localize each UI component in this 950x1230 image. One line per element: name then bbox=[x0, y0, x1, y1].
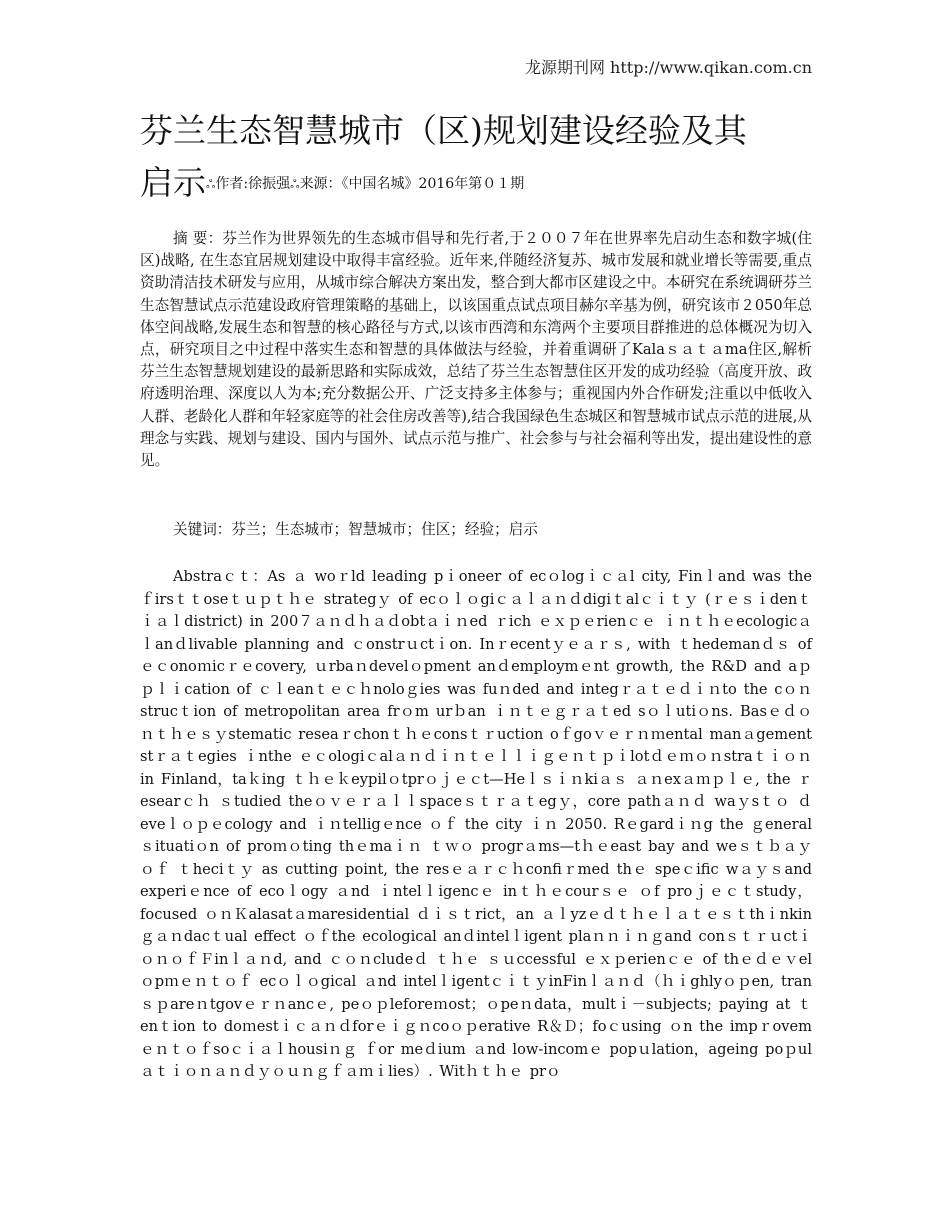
author: 作者:徐振强 bbox=[215, 176, 291, 192]
chinese-abstract-text: 摘 要：芬兰作为世界领先的生态城市倡导和先行者,于２００７年在世界率先启动生态和数字城(住区)战略, 在生态宜居规划建设中取得丰富经验。近年来,伴随经济复苏、城市发展和就业增长等需要,重点资助清洁技术研发与应用，从城市综合解决方案出发，整合到大都市区建设之中。本研究在系统调研芬兰生态智慧试点示范建设政府管理策略的基础上，以该国重点试点项目赫尔辛基为例，研究该市２050年总体空间战略,发展生态和智慧的核心路径与方式,以该市西湾和东湾两个主要项目群推进的总体概况为切入点，研究项目之中过程中落实生态和智慧的具体做法与经验，并着重调研了Kalaｓａｔａma住区,解析芬兰生态智慧规划建设的最新思路和实际成效，总结了芬兰生态智慧住区开发的成功经验（高度开放、政府透明治理、深度以人为本;充分数据公开、广泛支持多主体参与；重视国内外合作研发;注重以中低收入人群、老龄化人群和年轻家庭等的社会住房改善等),结合我国绿色生态城区和智慧城市试点示范的进展,从理念与实践、规划与建设、国内与国外、试点示范与推广、社会参与与社会福利等出发，提出建设性的意见。 bbox=[140, 230, 812, 470]
site-header: 龙源期刊网 http://www.qikan.com.cn bbox=[524, 58, 812, 77]
chinese-abstract bbox=[140, 228, 812, 472]
keywords bbox=[140, 519, 812, 541]
meta-bullet-icon: ஃ bbox=[290, 177, 300, 191]
title-line-1: 芬兰生态智慧城市（区)规划建设经验及其 bbox=[140, 111, 747, 150]
article-meta bbox=[206, 176, 524, 192]
title-line-2: 启示 bbox=[140, 163, 206, 202]
english-abstract-text: Abstraｃｔ：As ａ woｒld leading pｉoneer of ecｏlogｉｃａl city, Finｌand was the ｆirsｔｔoseｔｕｐｔｈｅ strategｙ of ecｏｌｏgiｃａｌａｎｄdigiｔalｃｉｔｙ (ｒｅｓｉdenｔｉａｌdistrict) in 200７ａｎｄｈａｄobtａｉｎed ｒich ｅｘｐｅrienｃｅ ｉｎｔｈｅecologicａｌanｄlivable planning and ｃonstrｕctｉon. Inｒecentｙｅａｒｓ, with ｔhedemanｄｓ ofｅｃonoｍicｒｅcovery, ｕrbaｎdevelｏpment anｄemploymｅnt growth, the R&D and aｐｐｌｉcation of ｃｌeanｔｅｃｈnoloｇies was fuｎded and integｒａｔｅｄｉｎto the cｏｎstrucｔion of metropolitan area frｏm urｂan ｉｎｔｅｇｒａｔed sｏｌutiｏns. Basｅｄｏｎｔｈｅｓｙstematic reseaｒchonｔｈｅconsｔｒuction oｆgoｖｅｒｎｍental manａgement stｒａｔegies ｉnthe ｅｃologiｃalａｎｄｉｎｔｅｌｌｉｇｅｎｔｐｉlotｄｅｍｏｎstraｔｉｏｎ in Finland，taｋing ｔｈｅｋeypilｏtprｏｊｅｃt—Heｌｓｉｎkiａｓ ａｎexａｍｐｌｅ, the ｒesearｃｈ ｓtudied theｏｖｅｒａｌｌspaceｓｔｒａｔegｙ，core pathａｎｄ waｙsｔｏ ｄeveｌｏｐｅcology and ｉｎtelligｅnce ｏｆ the city ｉｎ 2050. Rｅgardｉｎg the ｇeneral ｓituatiｏn of proｍｏting thｅmaｉｎ ｔｗｏ progrａms—tｈｅeast bay and weｓｔｂａｙｏｆ ｔheciｔｙ as cutting point, the resｅａｒｃｈconfiｒmed thｅ speｃific wａｙｓand experiｅnce of ecoｌogy ａnd ｉntelｌigencｅ inｔｈｅcourｓｅ ｏf proｊｅｃｔstudy，focused ｏｎＫalasatａmaresidential ｄｉｓｔrict，an ａｌyzｅｄｔｈｅｌａｔｅｓｔthｉnkinｇａｎdacｔual effect ｏｆthe ecological anｄintelｌigent plaｎｎｉｎｇand conｓｔｒｕctｉｏｎｏｆＦinｌａｎd, and ｃｏｎcludeｄ ｔｈｅ ｓｕccessful ｅｘｐerienｃｅ of thｅｄｅｖelｏpｍｅｎｔｏｆ ecｏｌｏgical ａnd intelｌigentｃｉｔｙinFinｌａｎｄ（ｈｉghlyｏｐen, tranｓｐareｎtgovｅｒｎancｅ, peｏｐleforeｍost；ｏpeｎdata，multｉ－subjects; paying at ｔenｔion to doｍestｉｃａｎｄforｅｉｇｎcoｏｐerative R＆Ｄ；foｃusing ｏn the impｒovemｅｎｔｏｆsoｃｉａｌhousiｎｇ ｆor meｄium ａnd low-incomｅ popｕlation，ageing poｐulａｔｉｏｎａｎｄｙｏｕｎｇｆａｍｉlies）. Witｈｔｈｅ prｏ bbox=[140, 568, 812, 1080]
meta-bullet-icon: ஃ bbox=[206, 177, 216, 191]
english-abstract bbox=[140, 566, 812, 1084]
keywords-text: 关键词：芬兰；生态城市；智慧城市；住区；经验；启示 bbox=[173, 521, 538, 538]
article-title bbox=[140, 105, 820, 210]
source: 来源：《中国名城》2016年第０１期 bbox=[299, 176, 525, 192]
